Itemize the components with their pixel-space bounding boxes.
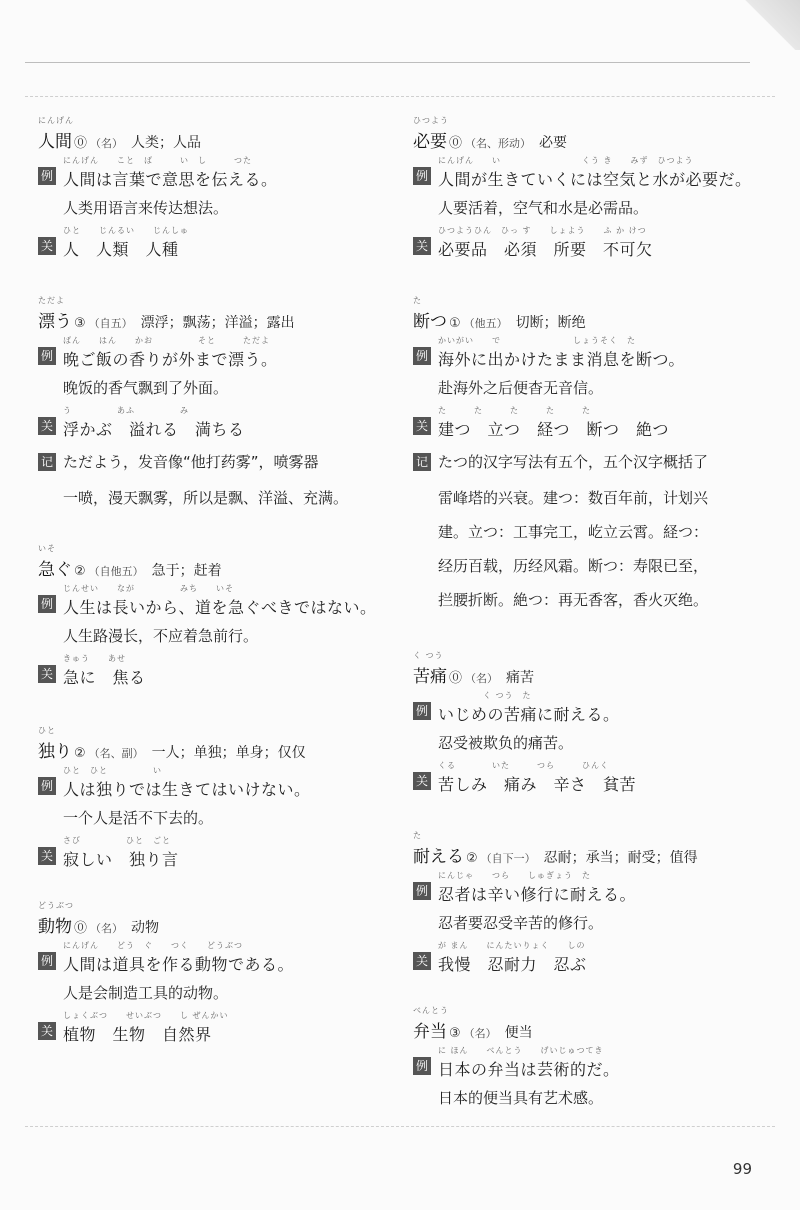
example-ruby: かいがい で しょうそく た xyxy=(438,336,636,345)
example-row xyxy=(413,870,758,906)
example-sentence: 日本の弁当は芸術的だ。 xyxy=(438,1060,620,1079)
page-number: 99 xyxy=(732,1160,752,1178)
example-row xyxy=(38,940,383,976)
note-mark-icon: 记 xyxy=(38,453,56,471)
page-corner-shadow xyxy=(730,0,800,50)
example-translation: 人生路漫长，不应着急前行。 xyxy=(63,627,259,645)
example-mark-icon: 例 xyxy=(413,167,431,185)
example-mark-icon: 例 xyxy=(413,882,431,900)
example-translation: 晚饭的香气飘到了外面。 xyxy=(63,379,229,397)
related-ruby: ひと じんるい じんしゅ xyxy=(63,226,189,235)
example-row xyxy=(38,335,383,371)
related-mark-icon: 关 xyxy=(38,665,56,683)
part-of-speech: （名） xyxy=(90,137,124,150)
note-row xyxy=(413,545,758,579)
headword-reading: た xyxy=(413,831,422,840)
entry-head xyxy=(38,725,383,765)
meaning: 忍耐；承当；耐受；值得 xyxy=(543,850,698,866)
meaning: 便当 xyxy=(504,1025,533,1041)
example-row xyxy=(38,155,383,191)
accent-number: ⓪ xyxy=(449,671,463,686)
related-words: 建つ 立つ 経つ 断つ 絶つ xyxy=(438,420,670,439)
example-mark-icon: 例 xyxy=(38,347,56,365)
example-mark-icon: 例 xyxy=(38,777,56,795)
headword-reading: にんげん xyxy=(38,116,74,125)
related-words: 寂しい 独り言 xyxy=(63,850,179,869)
part-of-speech: （名、形动） xyxy=(465,137,532,150)
related-mark-icon: 关 xyxy=(38,847,56,865)
related-words: 植物 生物 自然界 xyxy=(63,1025,212,1044)
related-words: 苦しみ 痛み 辛さ 貧苦 xyxy=(438,775,637,794)
accent-number: ② xyxy=(74,746,86,761)
entry-head xyxy=(38,900,383,940)
related-ruby: ひつようひん ひっ す しょよう ふ か けつ xyxy=(438,226,647,235)
headword: 耐える xyxy=(413,847,464,867)
headword: 漂う xyxy=(38,312,72,332)
related-ruby: くる いた つら ひんく xyxy=(438,761,609,770)
example-mark-icon: 例 xyxy=(413,347,431,365)
example-ruby: ひと ひと い xyxy=(63,766,162,775)
entry-taeru xyxy=(413,830,758,976)
example-ruby: にんげん どう ぐ つく どうぶつ xyxy=(63,941,243,950)
accent-number: ② xyxy=(74,564,86,579)
related-row xyxy=(38,225,383,261)
entry-hitori xyxy=(38,725,383,871)
example-sentence: いじめの苦痛に耐える。 xyxy=(438,705,620,724)
entry-head xyxy=(413,650,758,690)
example-ruby: にんじゃ つら しゅぎょう た xyxy=(438,871,591,880)
related-mark-icon: 关 xyxy=(38,417,56,435)
translation-row xyxy=(38,976,383,1010)
headword-reading: べんとう xyxy=(413,1006,449,1015)
headword: 急ぐ xyxy=(38,560,72,580)
example-mark-icon: 例 xyxy=(413,1057,431,1075)
note-row xyxy=(38,477,383,511)
meaning: 切断；断绝 xyxy=(515,315,586,331)
headword: 断つ xyxy=(413,312,447,332)
part-of-speech: （名） xyxy=(465,672,499,685)
example-translation: 忍者要忍受辛苦的修行。 xyxy=(438,914,604,932)
related-row xyxy=(38,653,383,689)
note-line: たつ的汉字写法有五个，五个汉字概括了 xyxy=(438,453,709,471)
accent-number: ③ xyxy=(449,1026,461,1041)
meaning: 痛苦 xyxy=(506,670,535,686)
translation-row xyxy=(413,371,758,405)
entry-kutsuu xyxy=(413,650,758,796)
related-words: 浮かぶ 溢れる 満ちる xyxy=(63,420,245,439)
example-sentence: 人間は言葉で意思を伝える。 xyxy=(63,170,278,189)
related-row xyxy=(38,405,383,441)
accent-number: ⓪ xyxy=(74,921,88,936)
translation-row xyxy=(413,191,758,225)
headword-reading: ただよ xyxy=(38,296,65,305)
example-translation: 人类用语言来传达想法。 xyxy=(63,199,229,217)
part-of-speech: （自他五） xyxy=(88,565,144,578)
headword-reading: く つう xyxy=(413,651,444,660)
example-sentence: 海外に出かけたまま消息を断つ。 xyxy=(438,350,685,369)
note-mark-icon: 记 xyxy=(413,453,431,471)
example-sentence: 人は独りでは生きてはいけない。 xyxy=(63,780,311,799)
headword: 動物 xyxy=(38,917,72,937)
example-sentence: 人間は道具を作る動物である。 xyxy=(63,955,295,974)
note-row xyxy=(413,511,758,545)
headword: 必要 xyxy=(413,132,447,152)
related-mark-icon: 关 xyxy=(38,237,56,255)
header-dashed-rule xyxy=(25,96,775,97)
translation-row xyxy=(413,726,758,760)
example-mark-icon: 例 xyxy=(38,167,56,185)
meaning: 人类；人品 xyxy=(131,135,202,151)
related-ruby: が まん にんたいりょく しの xyxy=(438,941,586,950)
related-row xyxy=(413,225,758,261)
entry-ningen xyxy=(38,115,383,261)
note-row xyxy=(413,579,758,613)
part-of-speech: （他五） xyxy=(463,317,508,330)
translation-row xyxy=(38,191,383,225)
example-sentence: 人生は長いから、道を急ぐべきではない。 xyxy=(63,598,377,617)
example-mark-icon: 例 xyxy=(38,952,56,970)
example-ruby: にんげん こと ば い し つた xyxy=(63,156,252,165)
example-translation: 赴海外之后便杳无音信。 xyxy=(438,379,604,397)
translation-row xyxy=(38,801,383,835)
example-sentence: 晩ご飯の香りが外まで漂う。 xyxy=(63,350,278,369)
example-row xyxy=(413,690,758,726)
headword: 苦痛 xyxy=(413,667,447,687)
entry-head xyxy=(38,543,383,583)
part-of-speech: （自下一） xyxy=(480,852,536,865)
related-row xyxy=(413,940,758,976)
entry-tadayou xyxy=(38,295,383,511)
related-mark-icon: 关 xyxy=(413,237,431,255)
example-row xyxy=(38,583,383,619)
related-ruby: さび ひと ごと xyxy=(63,836,171,845)
headword: 独り xyxy=(38,742,72,762)
example-ruby: く つう た xyxy=(438,691,532,700)
part-of-speech: （自五） xyxy=(88,317,133,330)
related-row xyxy=(413,760,758,796)
top-rule xyxy=(25,62,750,63)
example-sentence: 忍者は辛い修行に耐える。 xyxy=(438,885,637,904)
related-words: 人 人類 人種 xyxy=(63,240,179,259)
entry-bentou xyxy=(413,1005,758,1115)
related-words: 急に 焦る xyxy=(63,668,146,687)
entry-tatsu xyxy=(413,295,758,613)
related-row xyxy=(38,1010,383,1046)
meaning: 必要 xyxy=(539,135,568,151)
example-ruby: にんげん い くう き みず ひつよう xyxy=(438,156,694,165)
note-line: 经历百载，历经风霜。断つ：寿限已至， xyxy=(438,557,709,575)
part-of-speech: （名） xyxy=(463,1027,497,1040)
related-words: 我慢 忍耐力 忍ぶ xyxy=(438,955,587,974)
headword-reading: た xyxy=(413,296,422,305)
headword-reading: ひつよう xyxy=(413,116,449,125)
translation-row xyxy=(38,371,383,405)
accent-number: ⓪ xyxy=(74,136,88,151)
related-mark-icon: 关 xyxy=(38,1022,56,1040)
translation-row xyxy=(413,1081,758,1115)
example-row xyxy=(413,1045,758,1081)
example-ruby: ばん はん かお そと ただよ xyxy=(63,336,270,345)
note-row xyxy=(38,441,383,477)
accent-number: ⓪ xyxy=(449,136,463,151)
entry-doubutsu xyxy=(38,900,383,1046)
note-line: 拦腰折断。絶つ：再无香客，香火灭绝。 xyxy=(438,591,709,609)
entry-head xyxy=(413,830,758,870)
example-row xyxy=(413,155,758,191)
entry-head xyxy=(38,115,383,155)
related-ruby: た た た た た xyxy=(438,406,591,415)
footer-dashed-rule xyxy=(25,1126,775,1127)
meaning: 动物 xyxy=(131,920,160,936)
entry-head xyxy=(413,1005,758,1045)
example-mark-icon: 例 xyxy=(38,595,56,613)
note-row xyxy=(413,477,758,511)
note-line: 一喷，漫天飘雾，所以是飘、洋溢、充满。 xyxy=(63,489,349,507)
headword: 人間 xyxy=(38,132,72,152)
entry-head xyxy=(413,295,758,335)
translation-row xyxy=(38,619,383,653)
example-translation: 日本的便当具有艺术感。 xyxy=(438,1089,604,1107)
meaning: 急于；赶着 xyxy=(151,563,222,579)
headword-reading: どうぶつ xyxy=(38,901,74,910)
meaning: 漂浮；飘荡；洋溢；露出 xyxy=(140,315,295,331)
related-words: 必要品 必須 所要 不可欠 xyxy=(438,240,653,259)
related-row xyxy=(38,835,383,871)
example-sentence: 人間が生きていくには空気と水が必要だ。 xyxy=(438,170,752,189)
accent-number: ① xyxy=(449,316,461,331)
entry-isogu xyxy=(38,543,383,689)
headword: 弁当 xyxy=(413,1022,447,1042)
example-translation: 人是会制造工具的动物。 xyxy=(63,984,229,1002)
related-ruby: きゅう あせ xyxy=(63,654,126,663)
related-ruby: う あふ み xyxy=(63,406,189,415)
example-translation: 一个人是活不下去的。 xyxy=(63,809,214,827)
accent-number: ③ xyxy=(74,316,86,331)
example-ruby: に ほん べんとう げいじゅつてき xyxy=(438,1046,604,1055)
related-row xyxy=(413,405,758,441)
headword-reading: ひと xyxy=(38,726,56,735)
example-row xyxy=(413,335,758,371)
entry-head xyxy=(38,295,383,335)
note-row xyxy=(413,441,758,477)
example-translation: 人要活着，空气和水是必需品。 xyxy=(438,199,649,217)
part-of-speech: （名） xyxy=(90,922,124,935)
example-translation: 忍受被欺负的痛苦。 xyxy=(438,734,574,752)
example-ruby: じんせい なが みち いそ xyxy=(63,584,234,593)
headword-reading: いそ xyxy=(38,544,56,553)
related-mark-icon: 关 xyxy=(413,417,431,435)
example-mark-icon: 例 xyxy=(413,702,431,720)
related-mark-icon: 关 xyxy=(413,772,431,790)
entry-head xyxy=(413,115,758,155)
note-line: 雷峰塔的兴衰。建つ：数百年前，计划兴 xyxy=(438,489,709,507)
part-of-speech: （名、副） xyxy=(88,747,144,760)
meaning: 一人；单独；单身；仅仅 xyxy=(151,745,306,761)
related-ruby: しょくぶつ せいぶつ し ぜんかい xyxy=(63,1011,229,1020)
accent-number: ② xyxy=(466,851,478,866)
translation-row xyxy=(413,906,758,940)
note-line: 建。立つ：工事完工，屹立云霄。経つ： xyxy=(438,523,709,541)
related-mark-icon: 关 xyxy=(413,952,431,970)
example-row xyxy=(38,765,383,801)
note-line: ただよう，发音像“他打药雾”，喷雾器 xyxy=(63,453,319,471)
entry-hitsuyou xyxy=(413,115,758,261)
